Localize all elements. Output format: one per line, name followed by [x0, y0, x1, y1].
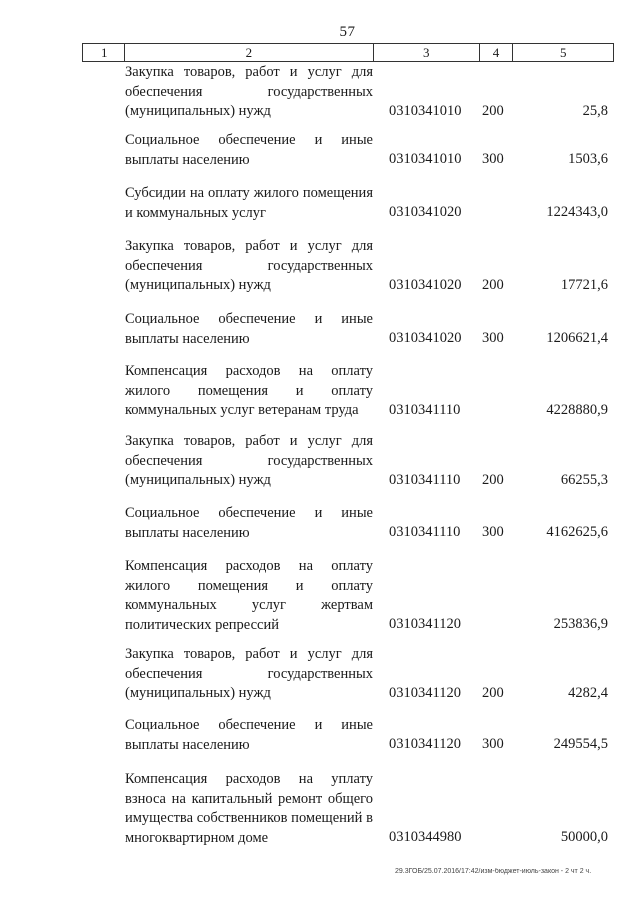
row-amount: 249554,5 — [553, 736, 608, 752]
row-description: Закупка товаров, работ и услуг для обеспечения государственных (муниципальных) нужд — [125, 238, 373, 293]
row-code: 0310341120 — [389, 685, 461, 701]
row-expense-type: 300 — [482, 151, 504, 167]
row-code: 0310341020 — [389, 277, 462, 293]
row-amount: 4282,4 — [568, 685, 608, 701]
column-header-2: 2 — [125, 44, 374, 61]
row-code: 0310341020 — [389, 330, 462, 346]
row-expense-type: 300 — [482, 524, 504, 540]
row-description: Компенсация расходов на оплату жилого помещения и оплату коммунальных услуг жертвам политических репрессий — [125, 558, 373, 633]
row-amount: 66255,3 — [560, 472, 608, 488]
row-amount: 1224343,0 — [546, 204, 608, 220]
row-amount: 1503,6 — [568, 151, 608, 167]
row-code: 0310344980 — [389, 829, 462, 845]
row-description: Социальное обеспечение и иные выплаты населению — [125, 717, 373, 753]
row-expense-type: 200 — [482, 472, 504, 488]
row-expense-type: 200 — [482, 277, 504, 293]
column-header-1: 1 — [83, 44, 125, 61]
row-expense-type: 300 — [482, 330, 504, 346]
row-code: 0310341020 — [389, 204, 462, 220]
row-expense-type: 200 — [482, 685, 504, 701]
row-description: Социальное обеспечение и иные выплаты населению — [125, 132, 373, 168]
row-amount: 25,8 — [582, 103, 608, 119]
row-description: Закупка товаров, работ и услуг для обеспечения государственных (муниципальных) нужд — [125, 646, 373, 701]
row-amount: 4162625,6 — [546, 524, 608, 540]
row-code: 0310341110 — [389, 524, 461, 540]
row-code: 0310341120 — [389, 616, 461, 632]
row-description: Социальное обеспечение и иные выплаты населению — [125, 505, 373, 541]
column-header-3: 3 — [374, 44, 480, 61]
column-header-4: 4 — [480, 44, 514, 61]
row-code: 0310341120 — [389, 736, 461, 752]
row-amount: 17721,6 — [560, 277, 608, 293]
row-description: Закупка товаров, работ и услуг для обеспечения государственных (муниципальных) нужд — [125, 433, 373, 488]
row-description: Субсидии на оплату жилого помещения и коммунальных услуг — [125, 185, 373, 221]
row-description: Социальное обеспечение и иные выплаты населению — [125, 311, 373, 347]
row-amount: 253836,9 — [553, 616, 608, 632]
row-description: Компенсация расходов на оплату жилого помещения и оплату коммунальных услуг ветеранам труда — [125, 363, 373, 418]
table-header — [82, 43, 614, 62]
row-description: Закупка товаров, работ и услуг для обеспечения государственных (муниципальных) нужд — [125, 64, 373, 119]
footer-note: 29.3ГОБ/25.07.2016/17:42/изм-бюджет-июль-закон - 2 чт 2 ч. — [395, 868, 592, 875]
row-amount: 50000,0 — [560, 829, 608, 845]
row-expense-type: 200 — [482, 103, 504, 119]
row-amount: 4228880,9 — [546, 402, 608, 418]
row-code: 0310341010 — [389, 151, 462, 167]
row-amount: 1206621,4 — [546, 330, 608, 346]
row-code: 0310341010 — [389, 103, 462, 119]
row-expense-type: 300 — [482, 736, 504, 752]
row-code: 0310341110 — [389, 472, 461, 488]
row-code: 0310341110 — [389, 402, 461, 418]
column-header-5: 5 — [559, 45, 567, 60]
page-number: 57 — [339, 24, 356, 40]
row-description: Компенсация расходов на уплату взноса на капитальный ремонт общего имущества собственников помещений в многоквартирном доме — [125, 771, 373, 846]
